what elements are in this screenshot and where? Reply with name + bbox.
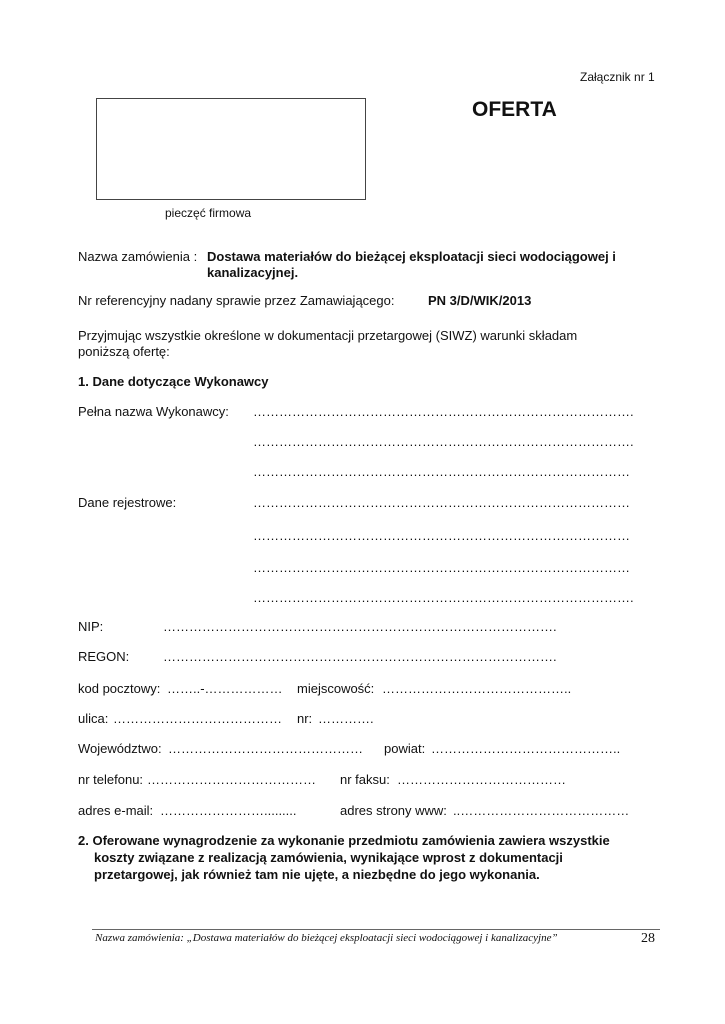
email-label: adres e-mail:: [78, 803, 154, 818]
regon-label: REGON:: [78, 649, 130, 664]
intro-line1: Przyjmując wszystkie określone w dokumentacji przetargowej (SIWZ) warunki składam: [78, 328, 578, 343]
company-stamp-box: [96, 98, 366, 200]
order-name-line2: kanalizacyjnej.: [207, 265, 299, 280]
full-name-field-3[interactable]: ……………………………………………………………………………: [253, 464, 630, 479]
fax-field[interactable]: …………………………………: [397, 772, 566, 787]
registry-field-3[interactable]: ……………………………………………………………………………: [253, 560, 630, 575]
page-number: 28: [641, 931, 655, 946]
phone-field[interactable]: …………………………………: [147, 772, 316, 787]
section2-line2: koszty związane z realizacją zamówienia, wynikające wprost z dokumentacji: [94, 850, 563, 865]
voivodeship-field[interactable]: ………………………………………: [168, 741, 363, 756]
street-label: ulica:: [78, 711, 109, 726]
full-name-field-1[interactable]: …………………………………………………………………………….: [253, 404, 634, 419]
regon-field[interactable]: ……………………………………………………………………………….: [163, 649, 557, 664]
email-field[interactable]: …………………….........: [160, 803, 297, 818]
stamp-caption: pieczęć firmowa: [165, 206, 252, 220]
postal-code-field[interactable]: ……..-………………: [167, 681, 283, 696]
registry-field-2[interactable]: ……………………………………………………………………………: [253, 528, 630, 543]
intro-line2: poniższą ofertę:: [78, 344, 170, 359]
city-label: miejscowość:: [297, 681, 375, 696]
footer-order-name: Nazwa zamówienia: „Dostawa materiałów do bieżącej eksploatacji sieci wodociągowej i kanalizacyjne”: [95, 932, 558, 944]
section1-heading: 1. Dane dotyczące Wykonawcy: [78, 374, 269, 389]
county-label: powiat:: [384, 741, 426, 756]
attachment-label: Załącznik nr 1: [580, 70, 655, 84]
county-field[interactable]: ……………………………………..: [431, 741, 621, 756]
section2-line1: 2. Oferowane wynagrodzenie za wykonanie przedmiotu zamówienia zawiera wszystkie: [78, 833, 610, 848]
city-field[interactable]: ……………………………………..: [382, 681, 572, 696]
number-label: nr:: [297, 711, 313, 726]
reference-value: PN 3/D/WIK/2013: [428, 293, 532, 308]
postal-code-label: kod pocztowy:: [78, 681, 161, 696]
order-name-line1: Dostawa materiałów do bieżącej eksploatacji sieci wodociągowej i: [207, 249, 616, 264]
full-name-field-2[interactable]: …………………………………………………………………………….: [253, 434, 634, 449]
document-title: OFERTA: [472, 98, 557, 121]
fax-label: nr faksu:: [340, 772, 390, 787]
phone-label: nr telefonu:: [78, 772, 144, 787]
full-name-label: Pełna nazwa Wykonawcy:: [78, 404, 229, 419]
registry-field-4[interactable]: …………………………………………………………………………….: [253, 590, 634, 605]
section2-line3: przetargowej, jak również tam nie ujęte, a niezbędne do jego wykonania.: [94, 867, 540, 882]
order-name-label: Nazwa zamówienia :: [78, 249, 198, 264]
reference-label: Nr referencyjny nadany sprawie przez Zamawiającego:: [78, 293, 395, 308]
footer-divider: [92, 929, 660, 930]
nip-field[interactable]: ……………………………………………………………………………….: [163, 619, 557, 634]
number-field[interactable]: ………….: [318, 711, 374, 726]
street-field[interactable]: …………………………………: [113, 711, 282, 726]
registry-label: Dane rejestrowe:: [78, 495, 177, 510]
voivodeship-label: Województwo:: [78, 741, 162, 756]
nip-label: NIP:: [78, 619, 104, 634]
www-field[interactable]: ..…………………………………: [453, 803, 630, 818]
registry-field-1[interactable]: ……………………………………………………………………………: [253, 495, 630, 510]
www-label: adres strony www:: [340, 803, 447, 818]
